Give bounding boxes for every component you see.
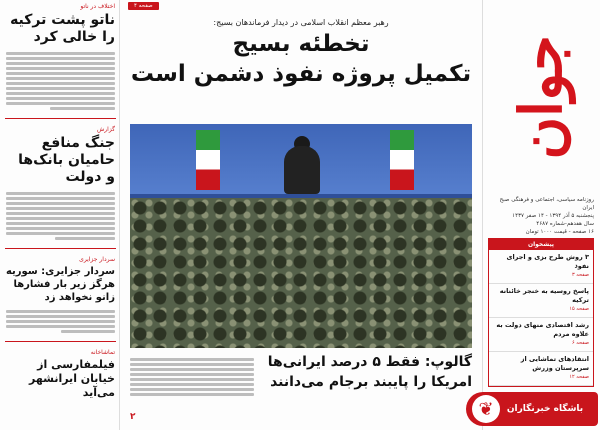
leaf-logo-icon: ❦ <box>472 395 500 423</box>
headline-line: تخطئه بسیج <box>232 31 370 57</box>
meta-line: سال هفدهم-شماره ۴۶۸۷ <box>536 221 594 227</box>
speaker-figure <box>284 146 320 194</box>
headline-line: تکمیل پروژه نفوذ دشمن است <box>130 61 472 87</box>
story-block[interactable] <box>2 253 119 337</box>
story-body <box>2 48 119 114</box>
story-tag: تماشاخانه <box>90 349 115 356</box>
flag-icon <box>196 130 220 190</box>
bottom-story[interactable] <box>130 352 472 422</box>
section-label: صفحه ۴ <box>128 2 159 10</box>
toc-item[interactable] <box>489 284 593 318</box>
newspaper-logo <box>488 4 594 190</box>
logo-text: جوان <box>507 34 575 160</box>
source-badge <box>466 392 598 426</box>
page-number: ۲ <box>130 412 136 422</box>
toc-item-title: انتقادهای تماشایی از سرپرستان وزرش <box>520 355 589 372</box>
masthead <box>482 0 600 430</box>
story-tag: گزارش <box>96 126 115 133</box>
meta-line: روزنامه سیاسی، اجتماعی و فرهنگی صبح ایران <box>499 197 594 211</box>
story-headline: جنگ منافع حامیان بانک‌ها و دولت <box>18 135 115 185</box>
story-tag: اختلاف در ناتو <box>80 3 115 10</box>
story-block[interactable] <box>2 346 119 402</box>
divider <box>5 248 116 249</box>
story-headline: فیلمفارسی از خیابان ایرانشهر می‌آید <box>29 358 115 399</box>
bottom-story-body <box>130 356 254 398</box>
crowd <box>130 198 472 348</box>
table-of-contents <box>488 238 594 387</box>
issue-meta <box>488 196 594 236</box>
surtitle: رهبر معظم انقلاب اسلامی در دیدار فرماندهان بسیج: <box>213 18 389 27</box>
main-headline[interactable] <box>124 29 478 89</box>
toc-item-title: رشد اقتصادی منهای دولت به علاوه مردم <box>496 321 589 338</box>
toc-item[interactable] <box>489 352 593 386</box>
toc-item[interactable] <box>489 250 593 284</box>
divider <box>5 118 116 119</box>
story-body <box>2 188 119 244</box>
story-headline: سردار جزایری: سوریه هرگز زیر بار فشارها زانو نخواهد زد <box>5 266 115 303</box>
story-body <box>2 306 119 337</box>
badge-text: باشگاه خبرنگاران <box>506 404 584 414</box>
divider <box>5 341 116 342</box>
meta-line: پنجشنبه ۵ آذر ۱۳۹۴ - ۱۴ صفر ۱۴۳۷ <box>512 213 594 219</box>
lead-story <box>124 0 478 430</box>
toc-item-title: ۳ روش طرح بزی و اجرای نفوذ <box>506 253 589 270</box>
bottom-headline: گالوپ: فقط ۵ درصد ایرانی‌ها امریکا را پایبند برجام می‌دانند <box>267 354 472 390</box>
meta-line: ۱۶ صفحه - قیمت ۱۰۰۰ تومان <box>525 229 594 235</box>
toc-item[interactable] <box>489 318 593 352</box>
toc-item-page: صفحه ۶ <box>572 340 589 346</box>
toc-item-page: صفحه ۱۲ <box>569 374 589 380</box>
story-block[interactable] <box>2 0 119 114</box>
toc-title: پیشخوان <box>489 239 593 250</box>
flag-icon <box>390 130 414 190</box>
left-column <box>2 0 120 430</box>
story-block[interactable] <box>2 123 119 244</box>
lead-photo <box>130 124 472 348</box>
toc-item-title: پاسخ روسیه به خنجر خائنانه ترکیه <box>499 287 589 304</box>
toc-item-page: صفحه ۳ <box>572 272 589 278</box>
story-headline: ناتو پشت ترکیه را خالی کرد <box>10 12 115 45</box>
story-tag: سردار جزایری <box>79 256 115 263</box>
toc-item-page: صفحه ۱۵ <box>569 306 589 312</box>
section-bar <box>124 0 478 12</box>
